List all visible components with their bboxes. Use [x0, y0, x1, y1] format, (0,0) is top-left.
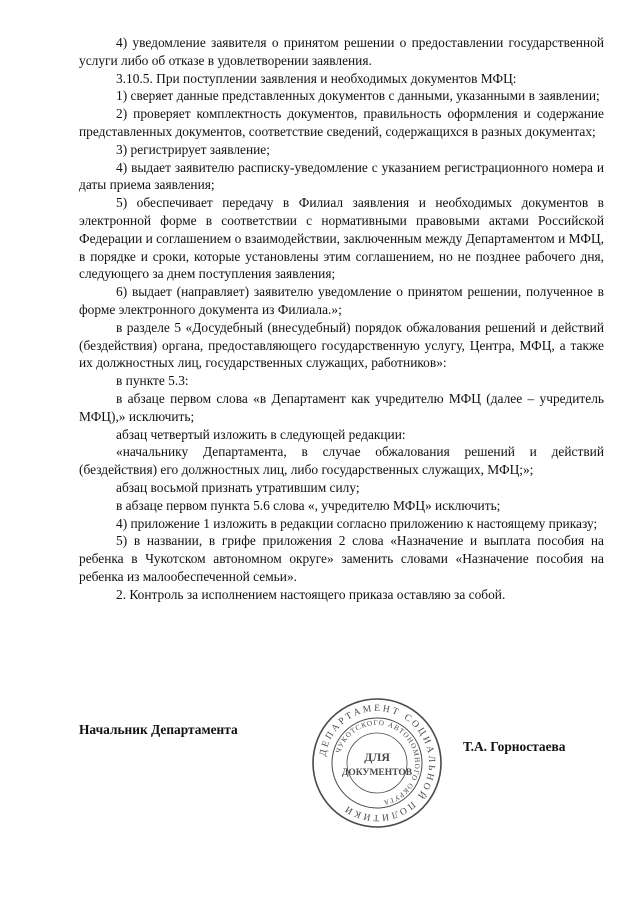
official-seal	[309, 695, 445, 831]
paragraph-control: 2. Контроль за исполнением настоящего приказа оставляю за собой.	[116, 586, 506, 602]
paragraph-3-10-5: 3.10.5. При поступлении заявления и необходимых документов МФЦ:	[116, 70, 517, 86]
paragraph-appendix-2: 5) в названии, в грифе приложения 2 слова «Назначение и выплата пособия на ребенка в Чукотском автономном округе» заменить словами «Назначение пособия на ребенка из малообеспеченной семьи».	[79, 533, 604, 584]
paragraph-fourth-abzac-text: «начальнику Департамента, в случае обжалования решений и действий (бездействия) его должностных лиц, либо государственных служащих, МФЦ;»;	[79, 444, 604, 478]
paragraph-item-1: 1) сверяет данные представленных документов с данными, указанными в заявлении;	[116, 88, 600, 104]
paragraph-section-5: в разделе 5 «Досудебный (внесудебный) порядок обжалования решений и действий (бездействия) органа, предоставляющего государственную услугу, Центра, МФЦ, а также их должностных лиц, государственных служащих, работников»:	[79, 319, 604, 371]
paragraph-appendix-1: 4) приложение 1 изложить в редакции согласно приложению к настоящему приказу;	[116, 515, 598, 531]
seal-outer-text: ДЕПАРТАМЕНТ СОЦИАЛЬНОЙ ПОЛИТИКИ	[318, 703, 437, 823]
paragraph-eighth-abzac: абзац восьмой признать утратившим силу;	[116, 479, 360, 495]
seal-icon	[309, 695, 445, 831]
paragraph-item-4: 4) выдает заявителю расписку-уведомление с указанием регистрационного номера и даты приема заявления;	[79, 159, 604, 193]
seal-center-line2: ДОКУМЕНТОВ	[341, 768, 413, 778]
signature-title: Начальник Департамента	[79, 722, 238, 737]
paragraph-item-5: 5) обеспечивает передачу в Филиал заявления и необходимых документов в электронной форме в соответствии с нормативными правовыми актами Российской Федерации и соглашением о взаимодействии, заключенным между Департаментом и МФЦ, в порядке и сроки, которые установлены этим соглашением, но не позднее рабочего дня, следующего за днем поступления заявления;	[79, 195, 604, 282]
paragraph-fourth-abzac: абзац четвертый изложить в следующей редакции:	[116, 426, 406, 442]
paragraph-first-abzac: в абзаце первом слова «в Департамент как учредителю МФЦ (далее – учредитель МФЦ),» исключить;	[79, 390, 604, 424]
seal-center-line1: ДЛЯ	[364, 750, 390, 764]
signature-name: Т.А. Горностаева	[463, 739, 566, 754]
paragraph-clause-5-3: в пункте 5.3:	[116, 373, 189, 389]
seal-inner-text: ЧУКОТСКОГО АВТОНОМНОГО ОКРУГА	[334, 718, 422, 807]
paragraph-item-3: 3) регистрирует заявление;	[116, 141, 270, 157]
document-body	[79, 34, 604, 604]
paragraph-notice-applicant: 4) уведомление заявителя о принятом решении о предоставлении государственной услуги либо об отказе в удовлетворении заявления.	[79, 35, 604, 68]
paragraph-item-6: 6) выдает (направляет) заявителю уведомление о принятом решении, полученное в форме электронного документа из Филиала.»;	[79, 284, 604, 317]
paragraph-clause-5-6: в абзаце первом пункта 5.6 слова «, учредителю МФЦ» исключить;	[116, 497, 501, 513]
paragraph-item-2: 2) проверяет комплектность документов, правильность оформления и содержание представленных документов, соответствие сведений, содержащихся в разных документах;	[79, 106, 604, 139]
